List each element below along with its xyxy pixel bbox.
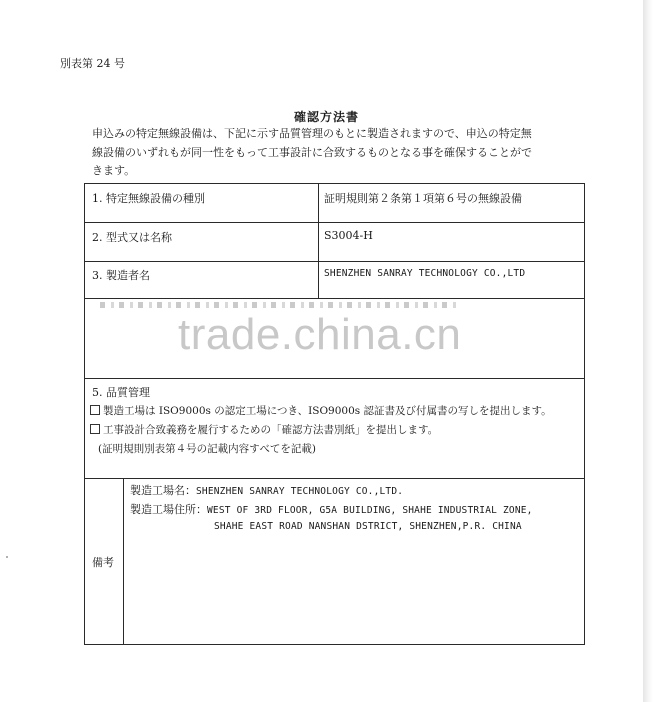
quality-item-1-text: 製造工場は ISO9000s の認定工場につき、ISO9000s 認証書及び付属書の写しを提出します。 xyxy=(103,405,552,417)
quality-heading: 5. 品質管理 xyxy=(92,386,150,399)
scan-speck xyxy=(6,556,8,558)
table-border-bottom xyxy=(84,644,585,645)
row-1-label: 1. 特定無線設備の種別 xyxy=(92,192,205,205)
intro-line-2: 線設備のいずれもが同一性をもって工事設計に合致するものとなる事を確保することがで xyxy=(92,145,532,159)
table-divider xyxy=(84,222,585,223)
row-2-value: S3004-H xyxy=(324,229,373,242)
factory-name-label: 製造工場名： xyxy=(130,484,196,497)
row-2-label: 2. 型式又は名称 xyxy=(92,231,172,244)
form-number: 別表第 24 号 xyxy=(60,57,125,70)
factory-name-line xyxy=(130,482,403,498)
table-border-top xyxy=(84,183,585,184)
page-edge-shadow xyxy=(643,0,653,702)
remarks-column-divider xyxy=(123,478,124,645)
table-divider xyxy=(84,378,585,379)
remarks-label: 備考 xyxy=(92,556,114,569)
checkbox-icon xyxy=(90,405,100,415)
factory-name: SHENZHEN SANRAY TECHNOLOGY CO.,LTD. xyxy=(196,486,404,497)
checkbox-icon xyxy=(90,424,100,434)
table-divider xyxy=(84,298,585,299)
factory-address-label: 製造工場住所： xyxy=(130,503,207,516)
intro-line-3: きます。 xyxy=(92,164,136,177)
quality-item-2-text: 工事設計合致義務を履行するための「確認方法書別紙」を提出します。 xyxy=(103,424,439,436)
quality-note: (証明規則別表第４号の記載内容すべてを記載) xyxy=(98,443,316,455)
table-divider xyxy=(84,261,585,262)
factory-address-line xyxy=(130,501,533,517)
quality-item-1 xyxy=(90,403,552,418)
obscured-row-text xyxy=(100,302,460,308)
factory-address-1: WEST OF 3RD FLOOR, G5A BUILDING, SHAHE INDUSTRIAL ZONE, xyxy=(207,505,533,516)
intro-line-1: 申込みの特定無線設備は、下記に示す品質管理のもとに製造されますので、申込の特定無 xyxy=(92,127,532,140)
factory-address-2: SHAHE EAST ROAD NANSHAN DSTRICT, SHENZHEN,P.R. CHINA xyxy=(214,521,522,532)
table-border-right xyxy=(584,183,585,645)
document-title: 確認方法書 xyxy=(293,110,359,124)
table-border-left xyxy=(84,183,85,645)
table-divider xyxy=(84,478,585,479)
quality-item-2 xyxy=(90,422,438,437)
row-3-value: SHENZHEN SANRAY TECHNOLOGY CO.,LTD xyxy=(324,268,526,279)
row-1-value: 証明規則第２条第１項第６号の無線設備 xyxy=(324,192,522,205)
table-column-divider xyxy=(318,183,319,299)
intro-paragraph xyxy=(92,125,592,181)
watermark: trade.china.cn xyxy=(178,310,462,359)
row-3-label: 3. 製造者名 xyxy=(92,269,150,282)
